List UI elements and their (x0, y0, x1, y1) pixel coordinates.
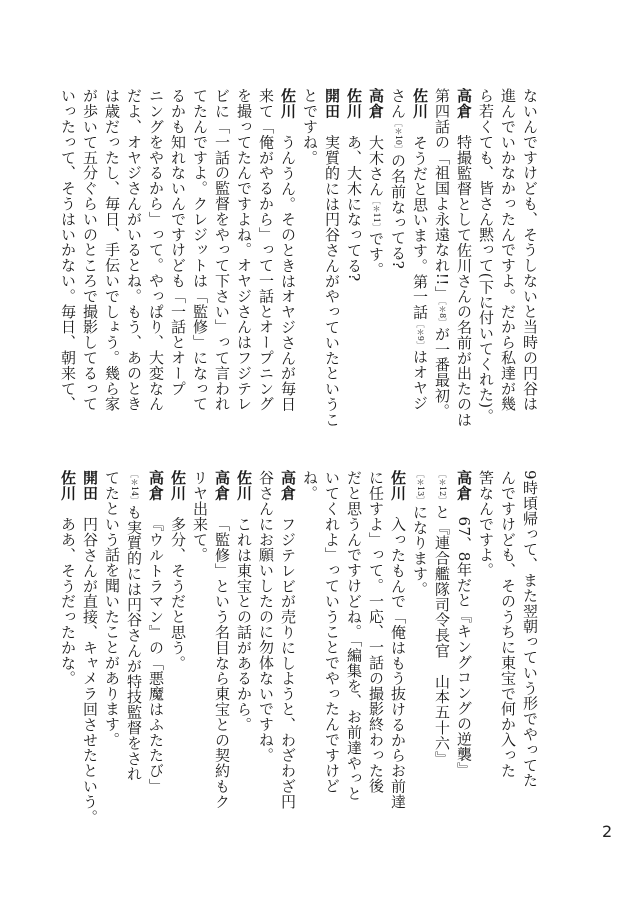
text-line (321, 88, 343, 428)
footnote-marker: ［＊8］ (438, 301, 447, 327)
line-text: は歳だったし、毎日、手伝いでしょう。幾ら家 (103, 88, 121, 412)
line-text: リヤ出来て。 (191, 470, 209, 563)
text-line (211, 88, 233, 412)
speaker-name: 高倉 (455, 470, 473, 501)
line-text: るかも知れないんですけども「一話とオープ (169, 88, 187, 396)
text-line (189, 88, 211, 412)
line-text: ないんですけども、そうしないと当時の円谷は (521, 88, 539, 412)
line-text: フジテレビが売りにしようと、わざわざ円 (279, 516, 297, 810)
text-line (233, 88, 255, 412)
speaker-name: 佐川 (169, 470, 187, 501)
text-line (409, 88, 431, 411)
text-line (453, 470, 475, 790)
text-line (299, 470, 321, 790)
line-text: これは東宝との話があるから。 (235, 516, 253, 733)
line-text: 多分、そうだと思う。 (169, 516, 187, 671)
line-text: に任すよ」って。一応、一話の撮影終わった後 (367, 470, 385, 794)
footnote-marker: ［＊12］ (438, 470, 447, 505)
line-text: 『ウルトラマン』の「悪魔はふたたび」 (147, 516, 165, 794)
speaker-name: 開田 (323, 88, 341, 119)
speaker-name: 佐川 (59, 470, 77, 501)
line-text: を撮ってたんですよね。オヤジさんはフジテレ (235, 88, 253, 412)
text-line (431, 470, 453, 790)
line-text: さん［＊10］の名前なってる? (389, 88, 407, 270)
footnote-marker: ［＊9］ (416, 319, 425, 349)
line-text: ［＊12］と『連合艦隊司令長官 山本五十六』 (433, 470, 451, 766)
line-text: 筈なんですよ。 (477, 470, 495, 578)
line-text: ［＊13］になります。 (411, 470, 429, 597)
footnote-marker: ［＊11］ (372, 196, 381, 231)
text-line (497, 470, 519, 790)
text-line (277, 470, 299, 810)
text-line (321, 470, 343, 794)
line-text: が歩いて五分ぐらいのところで撮影してるって (81, 88, 99, 412)
text-line (475, 470, 497, 790)
text-line (101, 470, 123, 790)
line-text: 「監修」という名目なら東宝との契約もク (213, 516, 231, 810)
text-line (365, 88, 387, 406)
speaker-name: 佐川 (279, 88, 297, 119)
text-line (299, 88, 321, 406)
speaker-name: 高倉 (279, 470, 297, 501)
text-line (519, 88, 541, 412)
line-text: あ、大木になってる? (345, 134, 363, 282)
text-line (145, 470, 167, 794)
line-text: 来て「俺がやるから」って一話とオープニング (257, 88, 275, 412)
line-text: 円谷さんが直接、キャメラ回させたという。 (81, 516, 99, 825)
line-text: ああ、そうだったかな。 (59, 516, 77, 686)
footnote-marker: ［＊10］ (394, 118, 403, 153)
text-line (233, 470, 255, 790)
text-line (453, 88, 475, 428)
text-line (79, 88, 101, 412)
line-text: とですね。 (301, 88, 319, 165)
text-line (255, 88, 277, 412)
line-text: だと思うんですけどね。「編集を、お前達やっと (345, 470, 363, 802)
line-text: 67、8年だと『キングコングの逆襲』 (455, 516, 473, 778)
line-text: 進んでいかなかったんですよ。だから私達が幾 (499, 88, 517, 412)
speaker-name: 佐川 (389, 470, 407, 501)
line-text: いてくれよ」っていうことでやったんですけど (323, 470, 341, 794)
text-line (101, 88, 123, 412)
text-line (387, 470, 409, 810)
line-text: 谷さんにお願いしたのに勿体ないですね。 (257, 470, 275, 763)
text-line (519, 470, 541, 790)
speaker-name: 高倉 (147, 470, 165, 501)
line-text: いったって、そうはいかない。毎日、朝来て、 (59, 88, 77, 412)
speaker-name: 開田 (81, 470, 99, 501)
speaker-name: 高倉 (367, 88, 385, 119)
speaker-name: 佐川 (411, 88, 429, 119)
footnote-marker: ［＊14］ (130, 470, 139, 505)
line-text: ね。 (301, 470, 319, 501)
text-line (145, 88, 167, 412)
speaker-name: 高倉 (213, 470, 231, 501)
line-text: ［＊14］も実質的には円谷さんが特技監督をされ (125, 470, 143, 782)
line-text: ビに「一話の監督をやって下さい」って言われ (213, 88, 231, 412)
line-text: 大木さん［＊11］です。 (367, 134, 385, 277)
line-text: 特撮監督として佐川さんの名前が出たのは (455, 134, 473, 428)
upper-text-block (59, 88, 541, 428)
text-line (255, 470, 277, 790)
line-text: てたという話を聞いたことがあります。 (103, 470, 121, 748)
line-text: てたんですよ。クレジットは「監修」になって (191, 88, 209, 412)
text-line (475, 88, 497, 424)
footnote-marker: ［＊13］ (416, 470, 425, 505)
text-line (57, 470, 79, 790)
text-line (343, 470, 365, 802)
text-line (79, 470, 101, 825)
text-line (57, 88, 79, 412)
text-line (387, 88, 409, 406)
speaker-name: 佐川 (235, 470, 253, 501)
page-number: 2 (602, 822, 613, 841)
text-line (211, 470, 233, 810)
text-line (123, 470, 145, 790)
line-text: うんうん。そのときはオヤジさんが毎日 (279, 134, 297, 412)
line-text: ら若くても、皆さん黙って(下に付いてくれた)。 (477, 88, 495, 424)
text-line (167, 88, 189, 406)
text-line (167, 470, 189, 790)
line-text: 9時頃帰って、また翌朝っていう形でやってた (521, 470, 539, 788)
text-line (123, 88, 145, 412)
line-text: ニングをやるから」って。やっぱり、大変なん (147, 88, 165, 412)
text-line (497, 88, 519, 412)
line-text: 実質的には円谷さんがやっていたというこ (323, 134, 341, 428)
line-text: そうだと思います。第一話［＊9］はオヤジ (411, 134, 429, 411)
line-text: 入ったもんで「俺はもう抜けるからお前達 (389, 516, 407, 810)
text-line (409, 470, 431, 790)
text-line (189, 470, 211, 790)
line-text: 第四話の「祖国よ永遠なれ!!」［＊8］が一番最初。 (433, 88, 451, 419)
speaker-name: 佐川 (345, 88, 363, 119)
text-line (277, 88, 299, 412)
speaker-name: 高倉 (455, 88, 473, 119)
text-line (365, 470, 387, 794)
text-line (343, 88, 365, 406)
text-line (431, 88, 453, 419)
lower-text-block (59, 470, 541, 825)
line-text: んですけども、そのうちに東宝で何か入った (499, 470, 517, 778)
line-text: だよ、オヤジさんがいるとね。もう、あのとき (125, 88, 143, 412)
